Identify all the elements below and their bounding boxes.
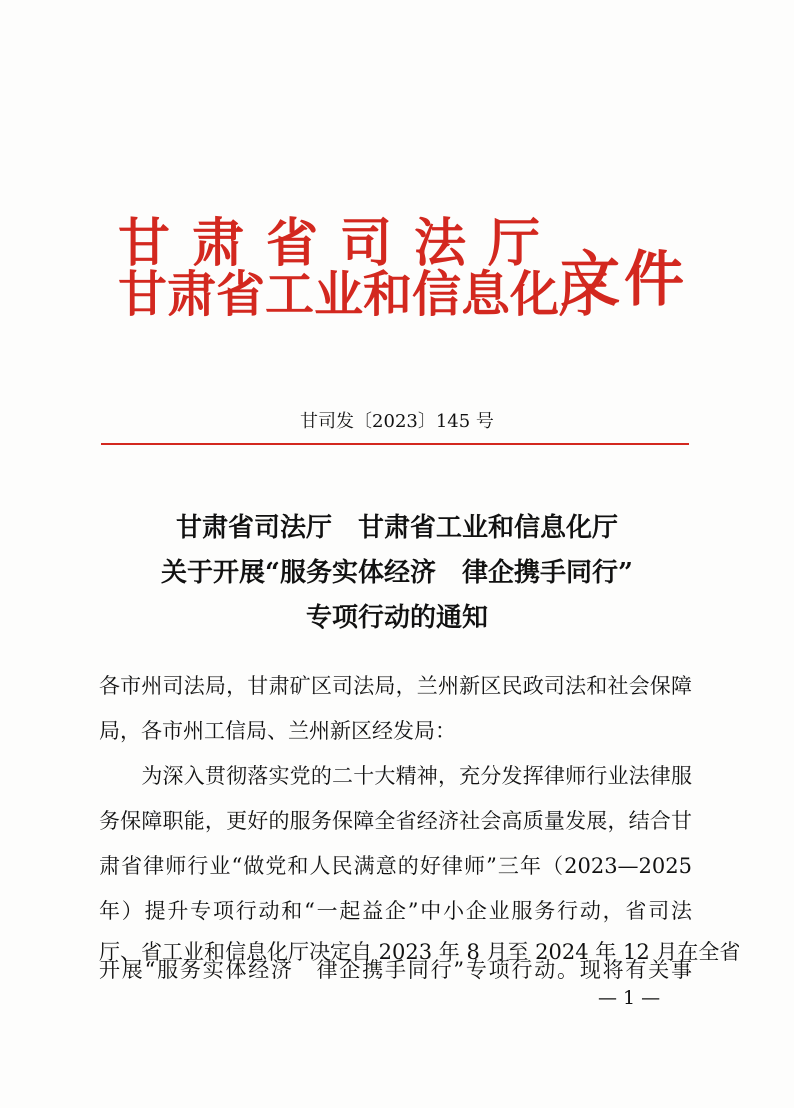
body-line-7: 厅、省工业和信息化厅决定自 2023 年 8 月至 2024 年 12 月在全省: [99, 940, 741, 964]
letterhead-org-2: 甘肃省工业和信息化厅: [118, 265, 609, 323]
body-line-2: 局，各市州工信局、兰州新区经发局：: [99, 719, 456, 743]
document-number: 甘司发〔2023〕145 号: [300, 411, 494, 432]
body-line-1: 各市州司法局，甘肃矿区司法局，兰州新区民政司法和社会保障: [99, 674, 692, 698]
title-line-1: 甘肃省司法厅 甘肃省工业和信息化厅: [175, 513, 618, 543]
body-line-5: 肃省律师行业“做党和人民满意的好律师”三年（2023—2025: [99, 854, 692, 878]
letterhead-org-1: 甘肃省司法厅: [118, 213, 563, 274]
body-line-8: 开展“服务实体经济 律企携手同行”专项行动。现将有关事: [99, 958, 692, 982]
page-number: — 1 —: [598, 987, 661, 1009]
body-line-3: 为深入贯彻落实党的二十大精神，充分发挥律师行业法律服: [99, 764, 692, 788]
body-line-6: 年）提升专项行动和“一起益企”中小企业服务行动，省司法: [99, 899, 692, 923]
title-line-2: 关于开展“服务实体经济 律企携手同行”: [161, 558, 633, 588]
letterhead-doc-word: 文件: [560, 245, 688, 315]
title-line-3: 专项行动的通知: [305, 603, 488, 633]
body-line-4: 务保障职能，更好的服务保障全省经济社会高质量发展，结合甘: [99, 809, 692, 833]
red-divider-line: [101, 443, 689, 445]
